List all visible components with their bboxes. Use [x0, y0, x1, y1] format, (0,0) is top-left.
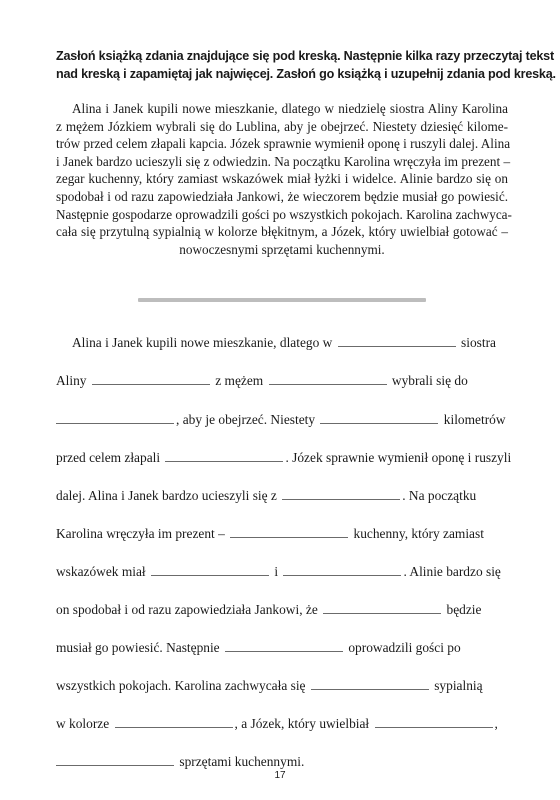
fill-blank[interactable] [230, 525, 348, 538]
exercise-text: z mężem [215, 373, 264, 388]
exercise-line [56, 334, 496, 352]
exercise-text: Alina i Janek kupili nowe mieszkanie, dlatego w [72, 335, 333, 350]
fill-blank[interactable] [115, 715, 233, 728]
exercise-line [56, 563, 501, 581]
fill-blank[interactable] [338, 334, 456, 347]
exercise-text: sprzętami kuchennymi. [179, 754, 305, 769]
fill-blank[interactable] [323, 601, 441, 614]
fill-blank[interactable] [225, 639, 343, 652]
fill-blank[interactable] [283, 563, 401, 576]
fill-blank[interactable] [282, 487, 400, 500]
exercise-text: . Józek sprawnie wymienił oponę i ruszyli [285, 450, 512, 465]
exercise-line [56, 449, 511, 467]
exercise-line [56, 715, 498, 733]
instruction-text [56, 48, 556, 83]
exercise-text: , [494, 716, 498, 731]
fill-blank[interactable] [92, 372, 210, 385]
exercise-text: . Na początku [402, 488, 477, 503]
exercise-text: będzie [446, 602, 482, 617]
exercise-line [56, 411, 506, 429]
passage-line: zegar kuchenny, który zamiast wskazówek miał łyżki i widelce. Alinie bardzo się on [56, 171, 508, 187]
exercise-line [56, 601, 481, 619]
exercise-text: Karolina wręczyła im prezent – [56, 526, 225, 541]
exercise-line [56, 639, 461, 657]
exercise-text: musiał go powiesić. Następnie [56, 640, 220, 655]
exercise-line [56, 372, 468, 390]
fill-blank[interactable] [56, 753, 174, 766]
exercise-text: , aby je obejrzeć. Niestety [176, 412, 316, 427]
fill-blank[interactable] [311, 677, 429, 690]
exercise-text: przed celem złapali [56, 450, 161, 465]
exercise-text: . Alinie bardzo się [403, 564, 501, 579]
exercise-text: w kolorze [56, 716, 110, 731]
exercise-text: Aliny [56, 373, 87, 388]
passage-line: Następnie gospodarze oprowadzili gości po wszystkich pokojach. Karolina zachwyca- [56, 206, 512, 222]
passage-line: z mężem Józkiem wybrali się do Lublina, aby je obejrzeć. Niestety dziesięć kilome- [56, 118, 508, 134]
exercise-line [56, 753, 304, 771]
exercise-text: siostra [461, 335, 496, 350]
exercise-text: dalej. Alina i Janek bardzo ucieszyli się z [56, 488, 277, 503]
exercise-text: on spodobał i od razu zapowiedziała Jankowi, że [56, 602, 318, 617]
exercise-text: kuchenny, który zamiast [353, 526, 484, 541]
exercise-line [56, 525, 484, 543]
fill-blank[interactable] [151, 563, 269, 576]
exercise-text: wybrali się do [391, 373, 468, 388]
reading-passage [56, 100, 512, 258]
fill-blank[interactable] [165, 449, 283, 462]
fill-blank[interactable] [375, 715, 493, 728]
exercise-text: i [274, 564, 279, 579]
passage-line: nowoczesnymi sprzętami kuchennymi. [179, 241, 385, 257]
passage-line: cała się przytulną sypialnią w kolorze błękitnym, a Józek, który uwielbiał gotować – [56, 224, 508, 240]
exercise-text: sypialnią [434, 678, 483, 693]
exercise-line [56, 487, 476, 505]
passage-line: trów przed celem złapali kapcia. Józek sprawnie wymienił oponę i ruszyli dalej. Alina [56, 136, 511, 152]
instruction-line: nad kreską i zapamiętaj jak najwięcej. Zasłoń go książką i uzupełnij zdania pod kreską. [56, 66, 556, 81]
exercise-text: oprowadzili gości po [348, 640, 461, 655]
passage-line: i Janek bardzo ucieszyli się z odwiedzin. Na początku Karolina wręczyła im prezent – [56, 153, 511, 169]
exercise-text: kilometrów [443, 412, 506, 427]
exercise-text: wszystkich pokojach. Karolina zachwycała się [56, 678, 306, 693]
fill-blank[interactable] [56, 411, 174, 424]
fill-blank[interactable] [320, 411, 438, 424]
exercise-text: , a Józek, który uwielbiał [234, 716, 370, 731]
passage-line: Alina i Janek kupili nowe mieszkanie, dlatego w niedzielę siostra Aliny Karolina [72, 101, 508, 116]
divider-bar [138, 298, 426, 302]
page-number: 17 [274, 770, 286, 781]
passage-line: spodobał i od razu zapowiedziała Jankowi, że wieczorem będzie musiał go powiesić. [56, 188, 508, 204]
exercise-line [56, 677, 483, 695]
fill-blank[interactable] [269, 372, 387, 385]
exercise-text: wskazówek miał [56, 564, 146, 579]
instruction-line: Zasłoń książką zdania znajdujące się pod kreską. Następnie kilka razy przeczytaj tekst [56, 49, 554, 63]
